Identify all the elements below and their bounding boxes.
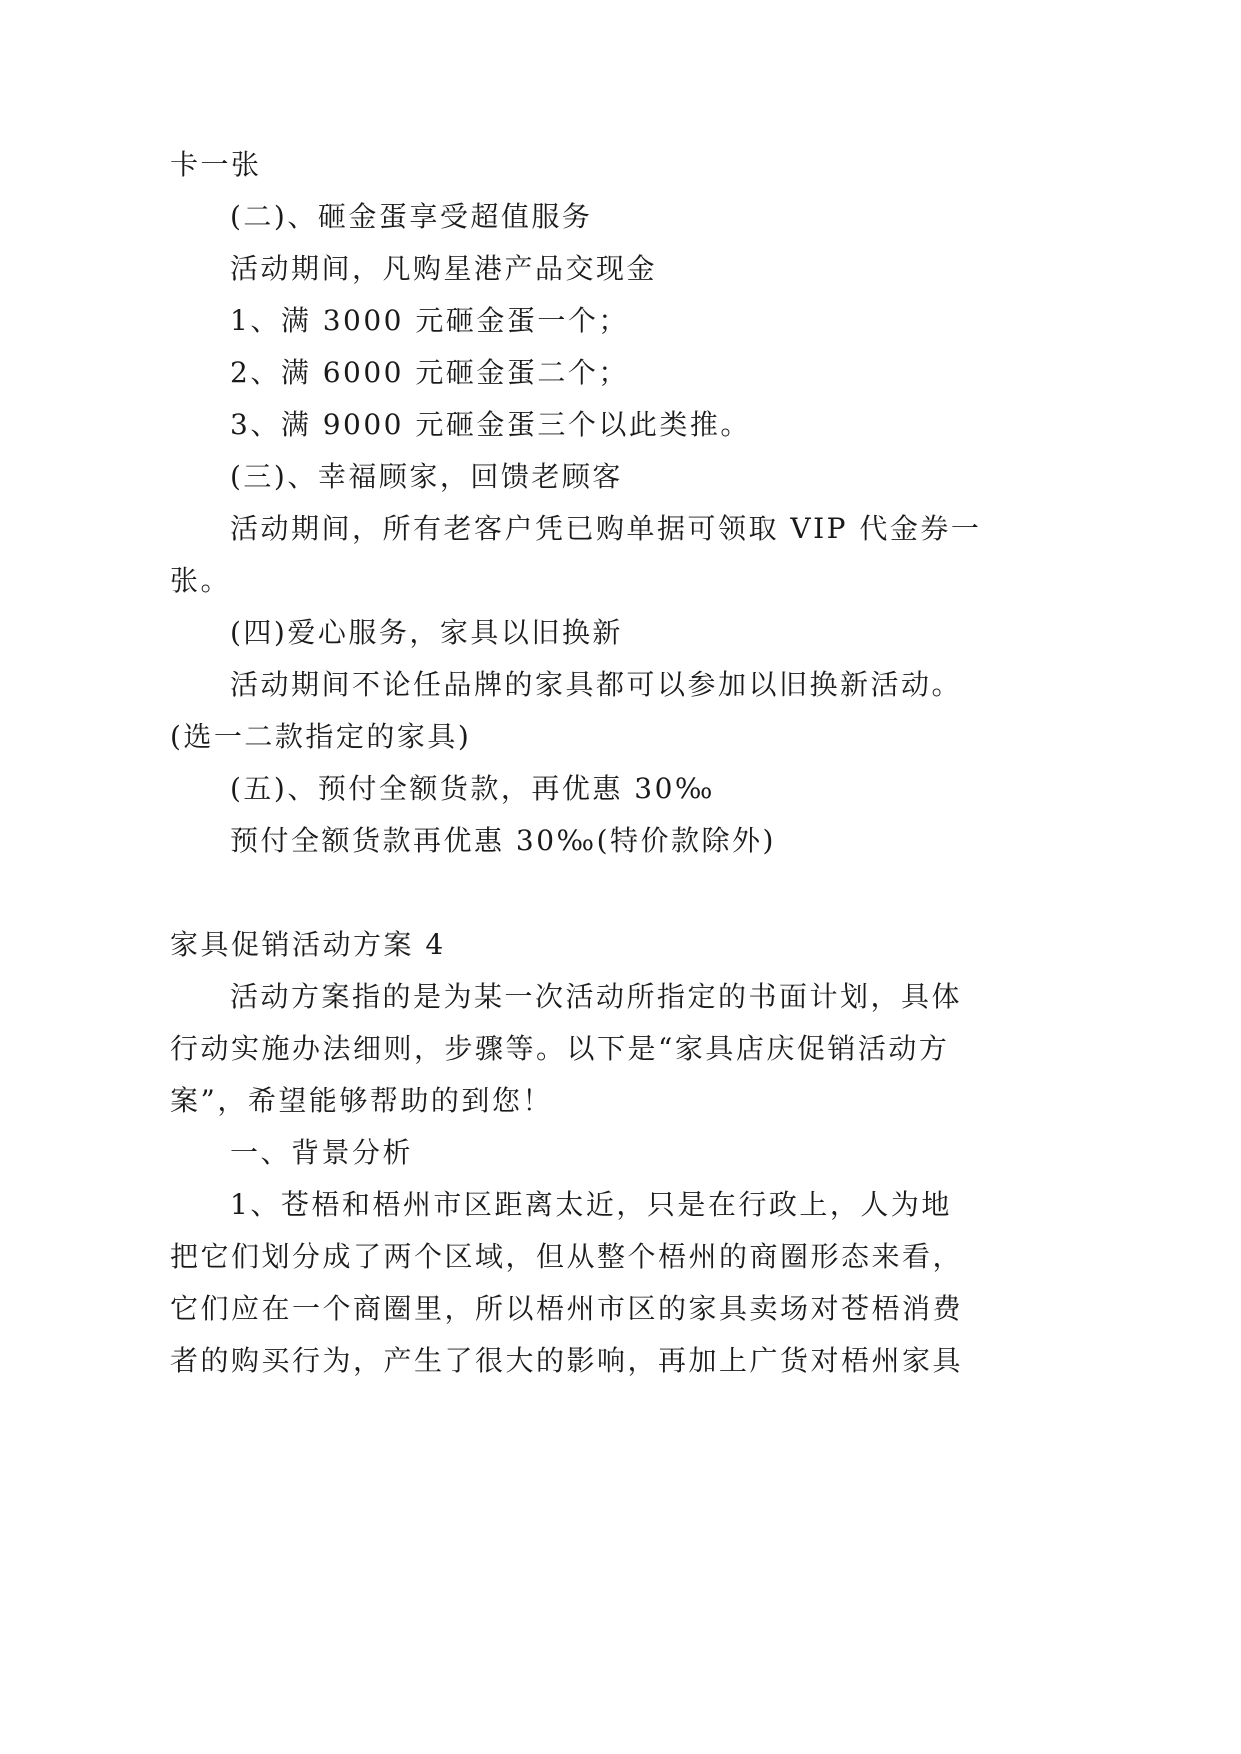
section-heading: (二)、砸金蛋享受超值服务 xyxy=(230,200,593,233)
section-heading: (五)、预付全额货款，再优惠 30‰ xyxy=(230,772,715,805)
section-heading: (三)、幸福顾家，回馈老顾客 xyxy=(230,460,623,493)
body-line: 卡一张 xyxy=(170,148,262,181)
document-title: 家具促销活动方案 4 xyxy=(170,928,446,961)
body-line: 案”，希望能够帮助的到您！ xyxy=(170,1084,553,1117)
section-heading: 一、背景分析 xyxy=(230,1136,414,1169)
body-line: 它们应在一个商圈里，所以梧州市区的家具卖场对苍梧消费 xyxy=(170,1292,964,1325)
body-line: (选一二款指定的家具) xyxy=(170,720,472,753)
body-line: 行动实施办法细则，步骤等。以下是“家具店庆促销活动方 xyxy=(170,1032,950,1065)
body-line: 把它们划分成了两个区域，但从整个梧州的商圈形态来看， xyxy=(170,1240,964,1273)
list-item: 1、满 3000 元砸金蛋一个； xyxy=(230,304,629,337)
body-line: 活动方案指的是为某一次活动所指定的书面计划，具体 xyxy=(230,980,963,1013)
body-line: 预付全额货款再优惠 30‰(特价款除外) xyxy=(230,824,776,857)
blank-line xyxy=(170,867,970,919)
body-line: 1、苍梧和梧州市区距离太近，只是在行政上，人为地 xyxy=(230,1188,952,1221)
section-heading: (四)爱心服务，家具以旧换新 xyxy=(230,616,623,649)
list-item: 3、满 9000 元砸金蛋三个以此类推。 xyxy=(230,408,751,441)
document-page xyxy=(170,139,982,1387)
body-line: 活动期间，所有老客户凭已购单据可领取 VIP 代金券一 xyxy=(230,512,982,545)
list-item: 2、满 6000 元砸金蛋二个； xyxy=(230,356,629,389)
body-line: 者的购买行为，产生了很大的影响，再加上广货对梧州家具 xyxy=(170,1344,964,1377)
body-line: 张。 xyxy=(170,564,232,597)
body-line: 活动期间不论任品牌的家具都可以参加以旧换新活动。 xyxy=(230,668,963,701)
body-line: 活动期间，凡购星港产品交现金 xyxy=(230,252,658,285)
